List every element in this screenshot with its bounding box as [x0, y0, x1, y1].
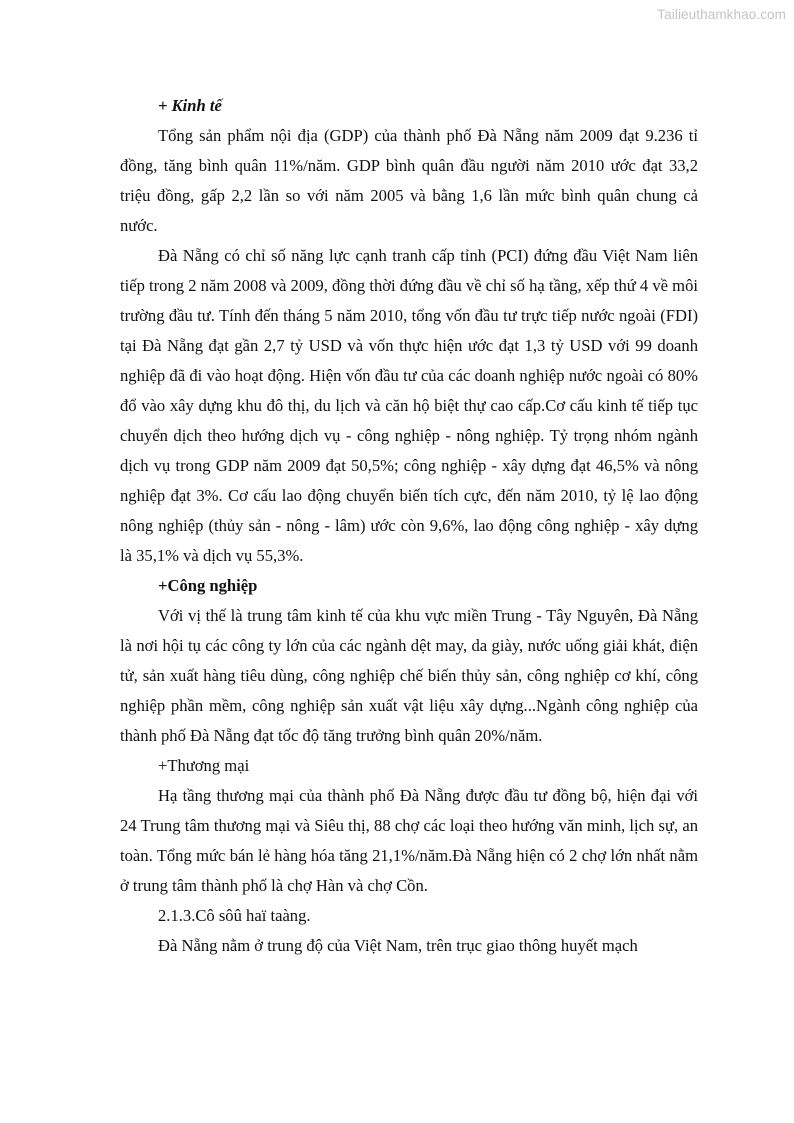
section-heading-thuong-mai: +Thương mại [158, 756, 250, 775]
section-heading-kinh-te: + Kinh tế [158, 96, 222, 115]
paragraph-cong-nghiep: Với vị thế là trung tâm kinh tế của khu vực miền Trung - Tây Nguyên, Đà Nẵng là nơi hội tụ các công ty lớn của các ngành dệt may, da giày, nước uống giải khát, điện tử, sản xuất hàng tiêu dùng, công nghiệp chế biến thủy sản, công nghiệp cơ khí, công nghiệp phần mềm, công nghiệp sản xuất vật liệu xây dựng...Ngành công nghiệp của thành phố Đà Nẵng đạt tốc độ tăng trưởng bình quân 20%/năm. [120, 606, 698, 745]
document-body [120, 91, 698, 961]
paragraph-thuong-mai: Hạ tầng thương mại của thành phố Đà Nẵng được đầu tư đồng bộ, hiện đại với 24 Trung tâm thương mại và Siêu thị, 88 chợ các loại theo hướng văn minh, lịch sự, an toàn. Tổng mức bán lẻ hàng hóa tăng 21,1%/năm.Đà Nẵng hiện có 2 chợ lớn nhất nằm ở trung tâm thành phố là chợ Hàn và chợ Cồn. [120, 786, 698, 895]
section-heading-cong-nghiep: +Công nghiệp [158, 576, 258, 595]
section-heading-co-so-ha-tang: 2.1.3.Cô sôû haï taàng. [158, 906, 311, 925]
paragraph-gdp: Tổng sản phẩm nội địa (GDP) của thành phố Đà Nẵng năm 2009 đạt 9.236 tỉ đồng, tăng bình quân 11%/năm. GDP bình quân đầu người năm 2010 ước đạt 33,2 triệu đồng, gấp 2,2 lần so với năm 2005 và bằng 1,6 lần mức bình quân chung cả nước. [120, 126, 698, 235]
paragraph-co-so-ha-tang: Đà Nẵng nằm ở trung độ của Việt Nam, trên trục giao thông huyết mạch [158, 936, 638, 955]
paragraph-pci-fdi: Đà Nẵng có chỉ số năng lực cạnh tranh cấp tỉnh (PCI) đứng đầu Việt Nam liên tiếp trong 2 năm 2008 và 2009, đồng thời đứng đầu về chỉ số hạ tầng, xếp thứ 4 về môi trường đầu tư. Tính đến tháng 5 năm 2010, tổng vốn đầu tư trực tiếp nước ngoài (FDI) tại Đà Nẵng đạt gần 2,7 tỷ USD và vốn thực hiện ước đạt 1,3 tỷ USD với 99 doanh nghiệp đã đi vào hoạt động. Hiện vốn đầu tư của các doanh nghiệp nước ngoài có 80% đổ vào xây dựng khu đô thị, du lịch và căn hộ biệt thự cao cấp.Cơ cấu kinh tế tiếp tục chuyển dịch theo hướng dịch vụ - công nghiệp - nông nghiệp. Tỷ trọng nhóm ngành dịch vụ trong GDP năm 2009 đạt 50,5%; công nghiệp - xây dựng đạt 46,5% và nông nghiệp đạt 3%. Cơ cấu lao động chuyển biến tích cực, đến năm 2010, tỷ lệ lao động nông nghiệp (thủy sản - nông - lâm) ước còn 9,6%, lao động công nghiệp - xây dựng là 35,1% và dịch vụ 55,3%. [120, 246, 698, 565]
watermark: Tailieuthamkhao.com [657, 7, 786, 22]
